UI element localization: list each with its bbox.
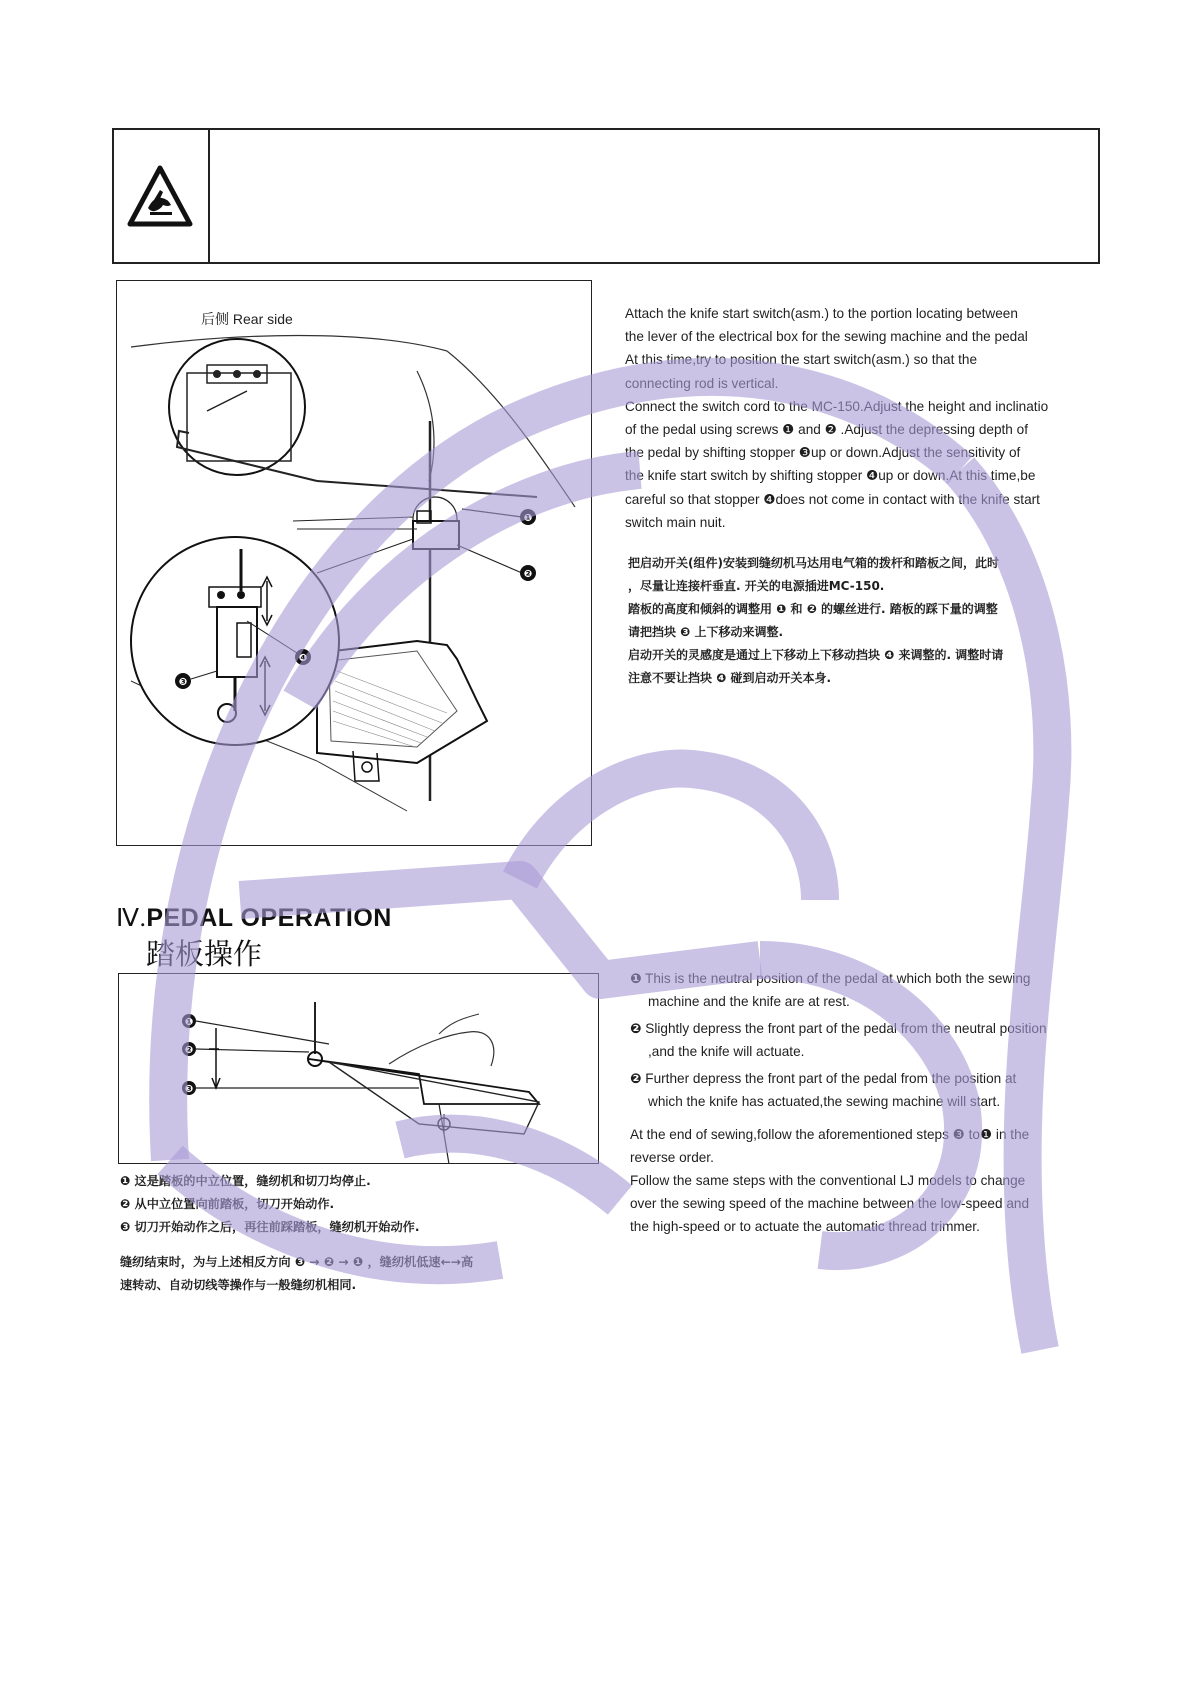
pos-2-marker: ❷ xyxy=(184,1045,194,1056)
instr-en-line: At this time,try to position the start switch(asm.) so that the xyxy=(625,352,978,368)
steps-en-after xyxy=(630,1123,1110,1238)
warning-box xyxy=(112,128,1100,264)
instr-cn-line: 启动开关的灵感度是通过上下移动上下移动挡块 ❹ 来调整的. 调整时请 xyxy=(628,648,1004,662)
hand-caution-warning-icon xyxy=(114,130,206,260)
callout-2: ❷ xyxy=(523,569,533,580)
instr-en-line: the pedal by shifting stopper ❸up or down.Adjust the sensitivity of xyxy=(625,445,1021,461)
instr-en-line: switch main nuit. xyxy=(625,514,726,530)
step-cn-line: ❶ 这是踏板的中立位置，缝纫机和切刀均停止. xyxy=(120,1174,371,1188)
pedal-steps-cn xyxy=(120,1170,610,1297)
step-num: ❷ xyxy=(630,1021,642,1036)
instr-en-line: connecting rod is vertical. xyxy=(625,375,779,391)
step-cn-line: ❸ 切刀开始动作之后，再往前踩踏板，缝纫机开始动作. xyxy=(120,1220,420,1234)
instr-cn-line: 踏板的高度和倾斜的调整用 ❶ 和 ❷ 的螺丝进行. 踏板的踩下量的调整 xyxy=(628,602,998,616)
instr-en-line: Connect the switch cord to the MC-150.Adjust the height and inclinatio xyxy=(625,398,1049,414)
install-instructions-en xyxy=(625,302,1110,534)
step-text: machine and the knife are at rest. xyxy=(648,994,850,1009)
step-en-3 xyxy=(630,1067,1110,1113)
section-title-cn: 踏板操作 xyxy=(146,937,263,971)
instr-en-line: the lever of the electrical box for the sewing machine and the pedal xyxy=(625,329,1028,345)
step-en-2 xyxy=(630,1017,1110,1063)
pos-3-marker: ❸ xyxy=(184,1084,194,1095)
section-title xyxy=(116,903,392,933)
switch-install-figure xyxy=(116,280,592,846)
after-line: the high-speed or to actuate the automatic thread trimmer. xyxy=(630,1219,980,1234)
instr-en-line: Attach the knife start switch(asm.) to the portion locating between xyxy=(625,306,1018,321)
callout-4: ❹ xyxy=(298,653,308,664)
instr-cn-line: 把启动开关(组件)安装到缝纫机马达用电气箱的拨杆和踏板之间，此时 xyxy=(628,556,999,570)
instr-en-line: careful so that stopper ❹does not come in contact with the knife start xyxy=(625,491,1040,507)
instr-cn-line: 注意不要让挡块 ❹ 碰到启动开关本身. xyxy=(628,671,832,685)
after-line: At the end of sewing,follow the aforementioned steps ❸ to❶ in the xyxy=(630,1127,1030,1142)
warning-icon-cell xyxy=(114,130,210,262)
switch-install-diagram xyxy=(117,281,592,846)
step-num: ❷ xyxy=(630,1071,642,1086)
after-line: over the sewing speed of the machine between the low-speed and xyxy=(630,1196,1030,1211)
instr-cn-line: ，尽量让连接杆垂直. 开关的电源插进MC-150. xyxy=(628,579,885,593)
instr-en-line: of the pedal using screws ❶ and ❷ .Adjust the depressing depth of xyxy=(625,422,1028,438)
step-text: which the knife has actuated,the sewing machine will start. xyxy=(648,1094,1001,1109)
step-text: This is the neutral position of the pedal at which both the sewing xyxy=(641,971,1031,986)
instr-en-line: the knife start switch by shifting stopper ❹up or down.At this time,be xyxy=(625,468,1036,484)
pedal-positions-diagram xyxy=(119,974,599,1164)
step-num: ❶ xyxy=(630,971,642,986)
instr-cn-line: 请把挡块 ❸ 上下移动来调整. xyxy=(628,625,784,639)
step-text: Further depress the front part of the pedal from the position at xyxy=(641,1071,1017,1086)
step-en-1 xyxy=(630,967,1110,1013)
step-cn-line: ❷ 从中立位置向前踏板，切刀开始动作. xyxy=(120,1197,335,1211)
section-title-text: PEDAL OPERATION xyxy=(146,904,392,932)
callout-3: ❸ xyxy=(178,677,188,688)
install-instructions-cn xyxy=(628,552,1116,690)
rear-side-label: 后侧 Rear side xyxy=(201,311,293,327)
step-text: Slightly depress the front part of the pedal from the neutral position xyxy=(641,1021,1047,1036)
after-line: Follow the same steps with the conventional LJ models to change xyxy=(630,1173,1026,1188)
pos-1-marker: ❶ xyxy=(184,1017,194,1028)
step-cn-after-line: 速转动、自动切线等操作与一般缝纫机相同. xyxy=(120,1278,357,1292)
after-line: reverse order. xyxy=(630,1150,714,1165)
callout-1: ❶ xyxy=(523,513,533,524)
pedal-operation-figure xyxy=(118,973,599,1164)
step-cn-after-line: 缝纫结束时，为与上述相反方向 ❸ → ❷ → ❶ ，缝纫机低速←→高 xyxy=(120,1255,474,1269)
step-text: ,and the knife will actuate. xyxy=(648,1044,805,1059)
section-roman-numeral: Ⅳ. xyxy=(116,905,147,932)
pedal-steps-en xyxy=(630,967,1110,1238)
